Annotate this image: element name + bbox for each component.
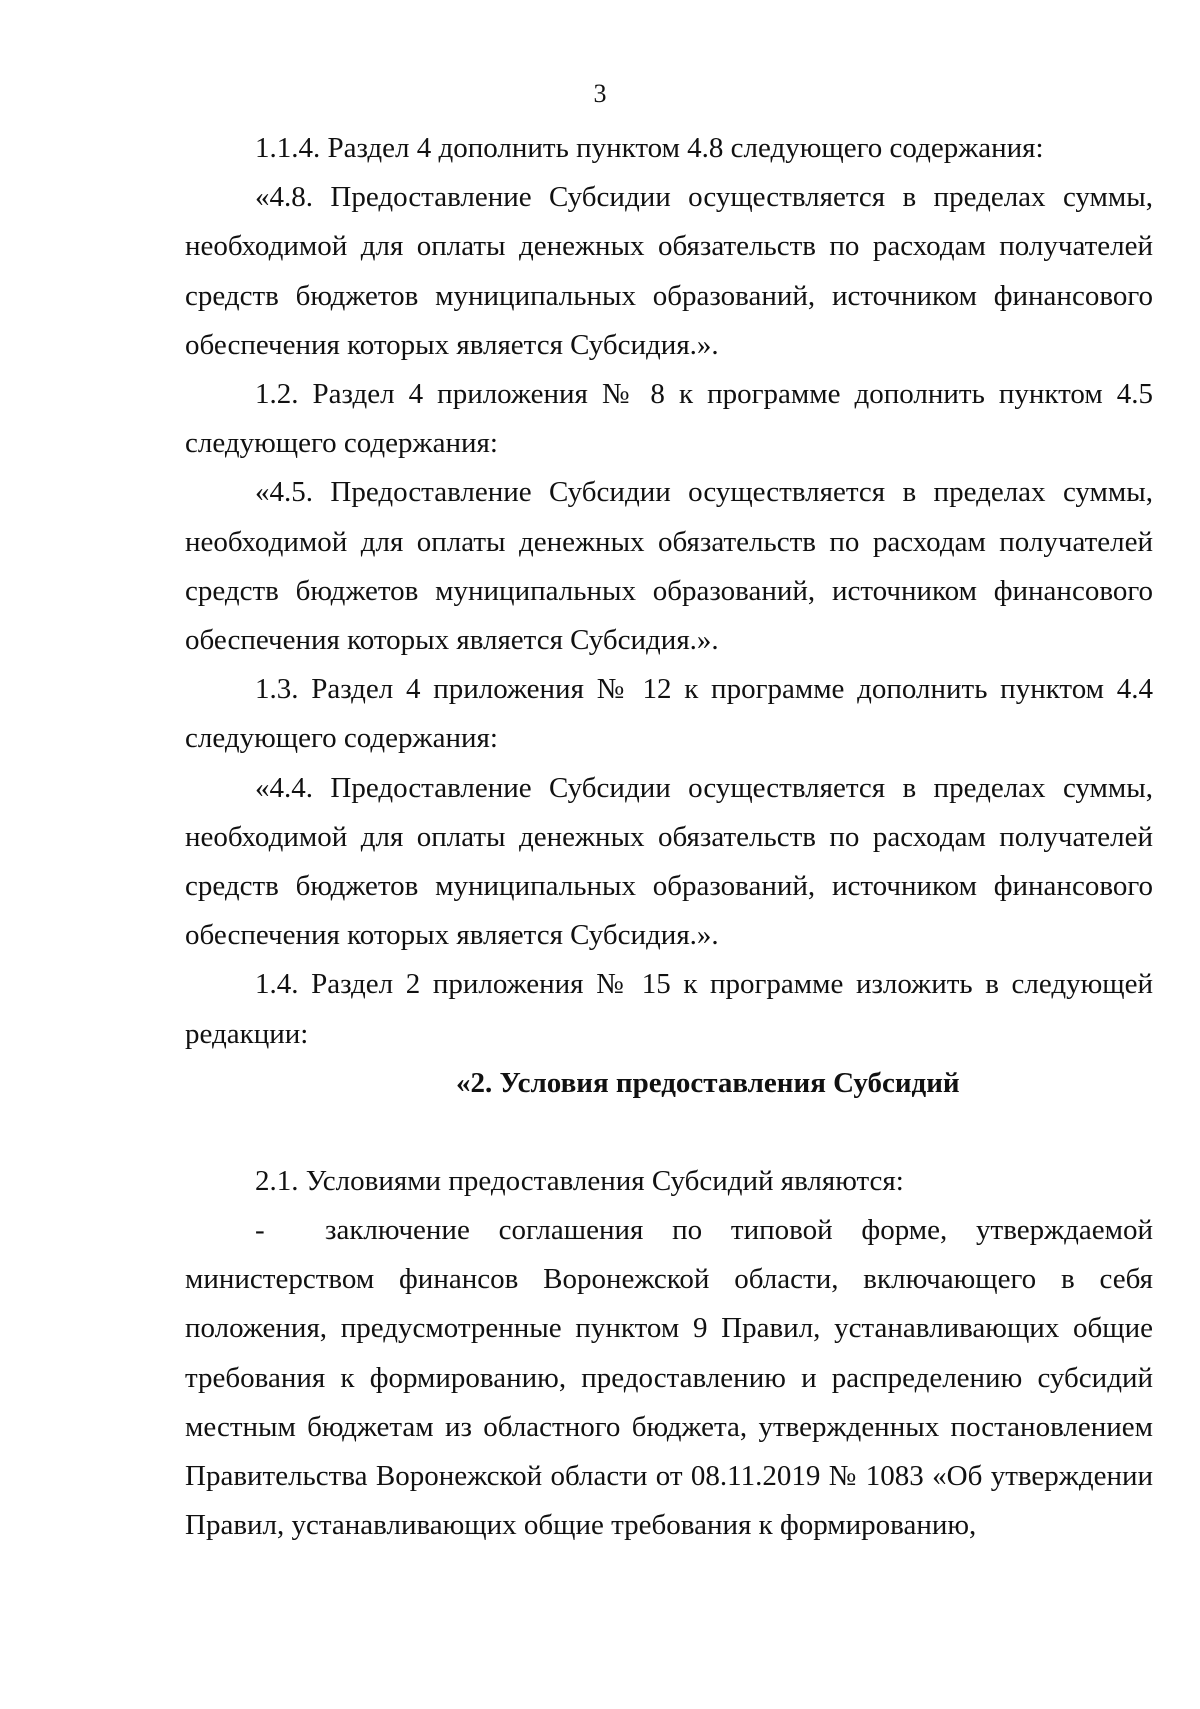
section-heading: «2. Условия предоставления Субсидий — [456, 1066, 960, 1099]
quoted-clause-4-5: «4.5. Предоставление Субсидии осуществляется в пределах суммы, необходимой для оплаты денежных обязательств по расходам получателей средств бюджетов муниципальных образований, источником финансового обеспечения которых является Субсидия.». — [185, 476, 1153, 657]
quoted-clause-4-4: «4.4. Предоставление Субсидии осуществляется в пределах суммы, необходимой для оплаты денежных обязательств по расходам получателей средств бюджетов муниципальных образований, источником финансового обеспечения которых является Субсидия.». — [185, 771, 1153, 952]
quoted-clause-4-8: «4.8. Предоставление Субсидии осуществляется в пределах суммы, необходимой для оплаты денежных обязательств по расходам получателей средств бюджетов муниципальных образований, источником финансового обеспечения которых является Субсидия.». — [185, 181, 1153, 361]
paragraph-1-1-4: 1.1.4. Раздел 4 дополнить пунктом 4.8 следующего содержания: — [255, 132, 1044, 164]
conditions-intro: 2.1. Условиями предоставления Субсидий являются: — [255, 1164, 904, 1197]
document-body — [185, 124, 1153, 1550]
condition-list-item — [185, 1206, 1153, 1550]
paragraph-1-2: 1.2. Раздел 4 приложения № 8 к программе дополнить пунктом 4.5 следующего содержания: — [185, 378, 1153, 460]
paragraph-1-4: 1.4. Раздел 2 приложения № 15 к программе изложить в следующей редакции: — [185, 968, 1153, 1050]
condition-item-text: заключение соглашения по типовой форме, утверждаемой министерством финансов Воронежской области, включающего в себя положения, предусмотренные пунктом 9 Правил, устанавливающих общие требования к формированию, предоставлению и распределению субсидий местным бюджетам из областного бюджета, утвержденных постановлением Правительства Воронежской области от 08.11.2019 № 1083 «Об утверждении Правил, устанавливающих общие требования к формированию, — [185, 1214, 1153, 1542]
paragraph-1-3: 1.3. Раздел 4 приложения № 12 к программе дополнить пунктом 4.4 следующего содержания: — [185, 673, 1153, 755]
page-number: 3 — [593, 79, 607, 108]
dash-marker: - — [255, 1214, 265, 1247]
